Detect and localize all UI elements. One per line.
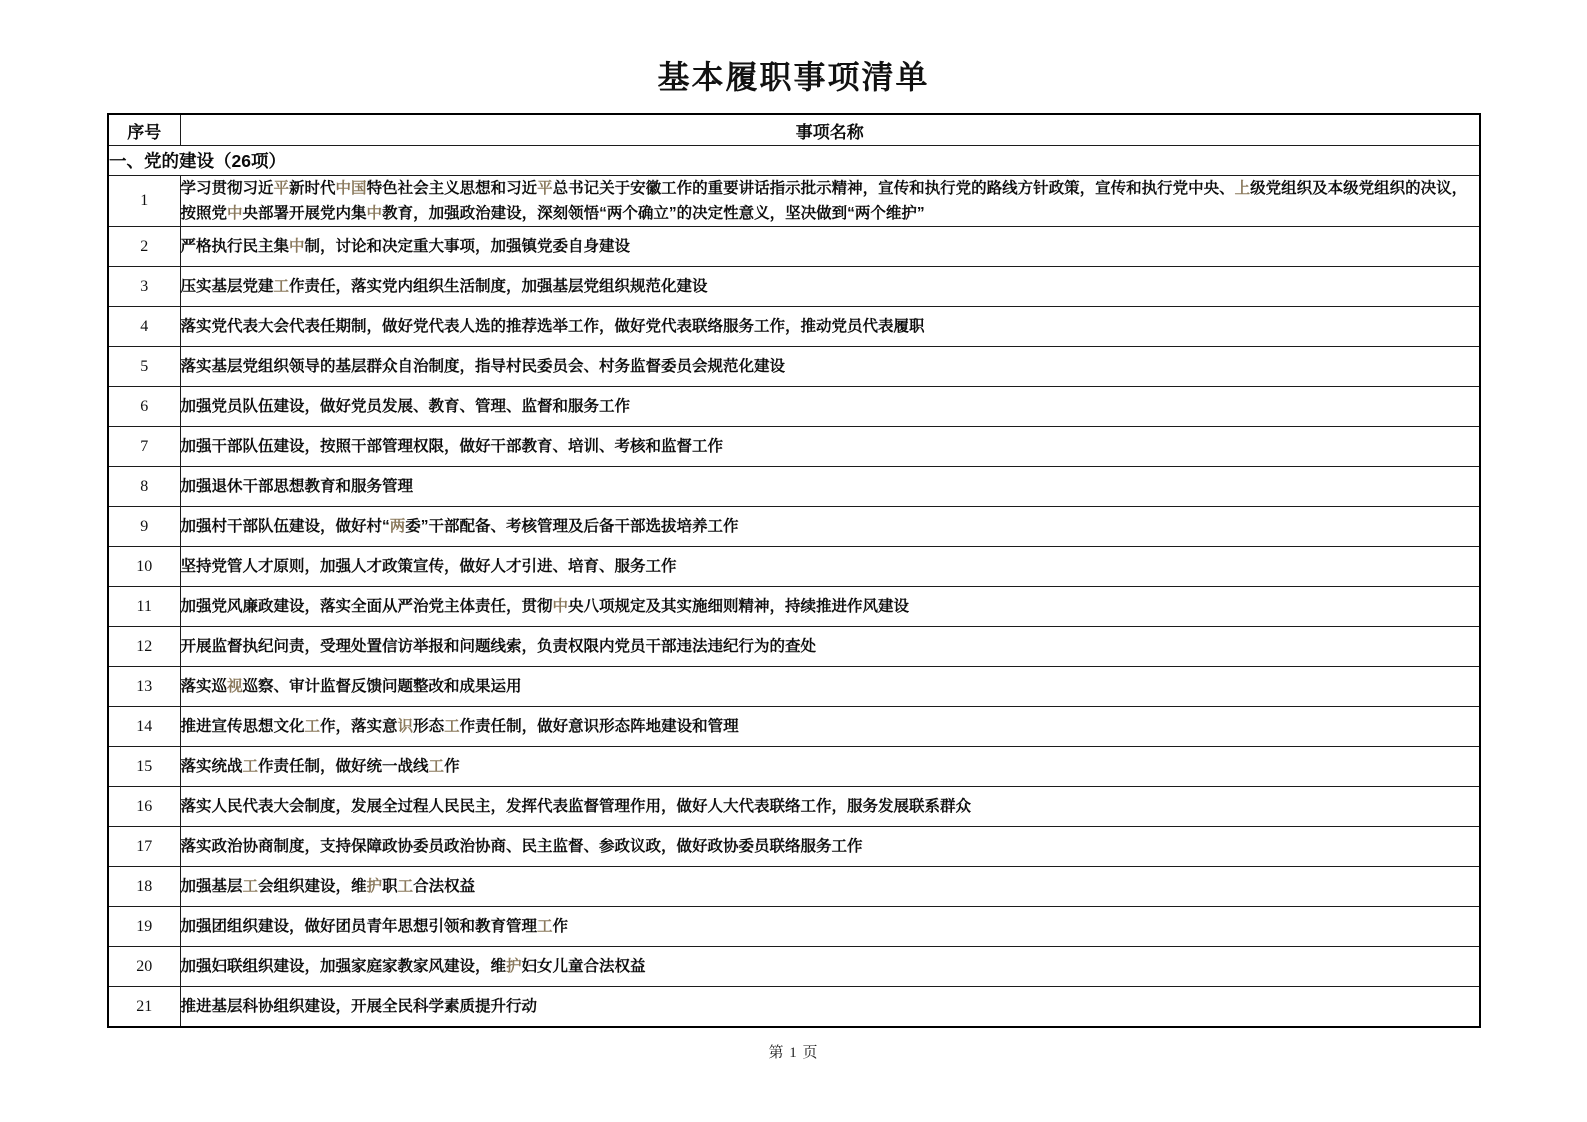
highlighted-text: 工 xyxy=(428,758,445,776)
table-row xyxy=(108,747,1480,787)
text-segment: 新时代 xyxy=(289,180,336,197)
table-row xyxy=(108,947,1480,987)
text-segment: 作责任制，做好意识形态阵地建设和管理 xyxy=(459,718,739,736)
row-text xyxy=(180,627,1480,667)
section-title: 一、党的建设（26项） xyxy=(108,146,1480,176)
highlighted-text: 中 xyxy=(366,205,383,223)
highlighted-text: 中 xyxy=(227,205,243,223)
text-segment: 作 xyxy=(552,918,569,936)
row-number: 6 xyxy=(108,387,180,427)
text-segment: 巡察、审计监督反馈问题整改和成果运用 xyxy=(242,678,522,696)
highlighted-text: 视 xyxy=(227,678,243,696)
row-number: 1 xyxy=(108,176,180,227)
duty-items-table xyxy=(107,113,1481,1028)
row-text xyxy=(180,707,1480,747)
row-number: 16 xyxy=(108,787,180,827)
highlighted-text: 工 xyxy=(242,878,259,896)
table-row xyxy=(108,987,1480,1028)
text-segment: 合法权益 xyxy=(413,878,476,896)
text-segment: 作 xyxy=(444,758,460,776)
text-segment: 加强干部队伍建设，按照干部管理权限，做好干部教育、培训、考核和监督工作 xyxy=(180,438,724,456)
row-text xyxy=(180,427,1480,467)
row-text xyxy=(180,867,1480,907)
table-row xyxy=(108,547,1480,587)
table-row xyxy=(108,507,1480,547)
row-text xyxy=(180,667,1480,707)
row-number: 17 xyxy=(108,827,180,867)
highlighted-text: 工 xyxy=(444,718,460,736)
row-number: 10 xyxy=(108,547,180,587)
text-segment: 妇女儿童合法权益 xyxy=(521,958,646,976)
highlighted-text: 上 xyxy=(1234,180,1251,197)
table-row xyxy=(108,587,1480,627)
highlighted-text: 护 xyxy=(506,958,522,976)
text-segment: 加强基层 xyxy=(180,878,243,896)
text-segment: 压实基层党建 xyxy=(180,278,274,296)
table-row xyxy=(108,387,1480,427)
text-segment: 推进基层科协组织建设，开展全民科学素质提升行动 xyxy=(180,998,538,1016)
table-row xyxy=(108,347,1480,387)
text-segment: 严格执行民主集 xyxy=(180,238,290,256)
text-segment: 央八项规定及其实施细则精神，持续推进作风建设 xyxy=(568,598,910,616)
row-text xyxy=(180,827,1480,867)
page-title: 基本履职事项清单 xyxy=(657,59,930,95)
text-segment: 落实政治协商制度，支持保障政协委员政治协商、民主监督、参政议政，做好政协委员联络服务工作 xyxy=(180,838,863,856)
row-number: 18 xyxy=(108,867,180,907)
highlighted-text: 平 xyxy=(273,180,290,197)
row-text xyxy=(180,907,1480,947)
text-segment: 落实党代表大会代表任期制，做好党代表人选的推荐选举工作，做好党代表联络服务工作，推动党员代表履职 xyxy=(180,318,925,336)
table-body xyxy=(108,114,1480,1027)
row-number: 5 xyxy=(108,347,180,387)
text-segment: 落实基层党组织领导的基层群众自治制度，指导村民委员会、村务监督委员会规范化建设 xyxy=(180,358,786,376)
row-number: 7 xyxy=(108,427,180,467)
table-row xyxy=(108,227,1480,267)
text-segment: 加强退休干部思想教育和服务管理 xyxy=(180,478,414,496)
text-segment: 央部署开展党内集 xyxy=(242,205,367,223)
table-row xyxy=(108,627,1480,667)
table-row xyxy=(108,176,1480,227)
text-segment: 作责任，落实党内组织生活制度，加强基层党组织规范化建设 xyxy=(289,278,708,296)
text-segment: 落实巡 xyxy=(180,678,228,696)
text-segment: 会组织建设，维 xyxy=(258,878,367,896)
highlighted-text: 识 xyxy=(397,718,414,736)
row-number: 2 xyxy=(108,227,180,267)
highlighted-text: 工 xyxy=(242,758,259,776)
row-text xyxy=(180,507,1480,547)
highlighted-text: 工 xyxy=(397,878,414,896)
text-segment: 开展监督执纪问责，受理处置信访举报和问题线索，负责权限内党员干部违法违纪行为的查处 xyxy=(180,638,817,656)
table-row xyxy=(108,827,1480,867)
text-segment: 加强党风廉政建设，落实全面从严治党主体责任，贯彻 xyxy=(180,598,553,616)
table-row xyxy=(108,267,1480,307)
row-number: 11 xyxy=(108,587,180,627)
table-row xyxy=(108,307,1480,347)
row-text xyxy=(180,227,1480,267)
highlighted-text: 中国 xyxy=(335,180,367,197)
row-text xyxy=(180,747,1480,787)
row-text xyxy=(180,267,1480,307)
text-segment: 加强团组织建设，做好团员青年思想引领和教育管理 xyxy=(180,918,538,936)
text-segment: 落实统战 xyxy=(180,758,243,776)
text-segment: 特色社会主义思想和习近 xyxy=(366,180,538,197)
row-number: 19 xyxy=(108,907,180,947)
text-segment: 加强妇联组织建设，加强家庭家教家风建设，维 xyxy=(180,958,507,976)
row-text xyxy=(180,387,1480,427)
row-text xyxy=(180,176,1480,227)
row-text xyxy=(180,787,1480,827)
column-header-index: 序号 xyxy=(108,114,180,146)
text-segment: 级党组织及本级党组织的决议，按照党 xyxy=(180,180,1468,223)
text-segment: 作，落实意 xyxy=(320,718,398,736)
text-segment: 作责任制，做好统一战线 xyxy=(258,758,429,776)
highlighted-text: 中 xyxy=(289,238,305,256)
row-number: 20 xyxy=(108,947,180,987)
text-segment: 落实人民代表大会制度，发展全过程人民民主，发挥代表监督管理作用，做好人大代表联络工作，服务发展联系群众 xyxy=(180,798,972,816)
highlighted-text: 工 xyxy=(273,278,290,296)
column-header-name: 事项名称 xyxy=(180,114,1480,146)
row-number: 3 xyxy=(108,267,180,307)
text-segment: 总书记关于安徽工作的重要讲话指示批示精神，宣传和执行党的路线方针政策，宣传和执行党中央、 xyxy=(552,180,1235,197)
text-segment: 教育，加强政治建设，深刻领悟“两个确立”的决定性意义，坚决做到“两个维护” xyxy=(382,205,925,223)
header-row xyxy=(108,114,1480,146)
text-segment: 推进宣传思想文化 xyxy=(180,718,305,736)
table-row xyxy=(108,467,1480,507)
highlighted-text: 护 xyxy=(366,878,383,896)
highlighted-text: 两 xyxy=(389,518,406,536)
row-number: 14 xyxy=(108,707,180,747)
text-segment: 坚持党管人才原则，加强人才政策宣传，做好人才引进、培育、服务工作 xyxy=(180,558,677,576)
row-number: 8 xyxy=(108,467,180,507)
table-row xyxy=(108,907,1480,947)
table-row xyxy=(108,787,1480,827)
row-text xyxy=(180,987,1480,1028)
row-text xyxy=(180,467,1480,507)
text-segment: 加强村干部队伍建设，做好村“ xyxy=(180,518,390,536)
table-row xyxy=(108,427,1480,467)
row-text xyxy=(180,587,1480,627)
table-row xyxy=(108,707,1480,747)
text-segment: 形态 xyxy=(413,718,445,736)
row-number: 15 xyxy=(108,747,180,787)
highlighted-text: 中 xyxy=(552,598,569,616)
row-text xyxy=(180,307,1480,347)
row-number: 21 xyxy=(108,987,180,1028)
row-text xyxy=(180,347,1480,387)
row-number: 13 xyxy=(108,667,180,707)
highlighted-text: 工 xyxy=(537,918,553,936)
row-number: 12 xyxy=(108,627,180,667)
row-text xyxy=(180,947,1480,987)
row-number: 4 xyxy=(108,307,180,347)
page-number: 第 1 页 xyxy=(768,1045,819,1061)
highlighted-text: 工 xyxy=(304,718,321,736)
row-text xyxy=(180,547,1480,587)
table-row xyxy=(108,667,1480,707)
highlighted-text: 平 xyxy=(537,180,553,197)
text-segment: 职 xyxy=(382,878,398,896)
text-segment: 委”干部配备、考核管理及后备干部选拔培养工作 xyxy=(405,518,739,536)
text-segment: 加强党员队伍建设，做好党员发展、教育、管理、监督和服务工作 xyxy=(180,398,631,416)
row-number: 9 xyxy=(108,507,180,547)
table-row xyxy=(108,867,1480,907)
section-row xyxy=(108,146,1480,176)
text-segment: 制，讨论和决定重大事项，加强镇党委自身建设 xyxy=(304,238,631,256)
text-segment: 学习贯彻习近 xyxy=(180,180,274,197)
